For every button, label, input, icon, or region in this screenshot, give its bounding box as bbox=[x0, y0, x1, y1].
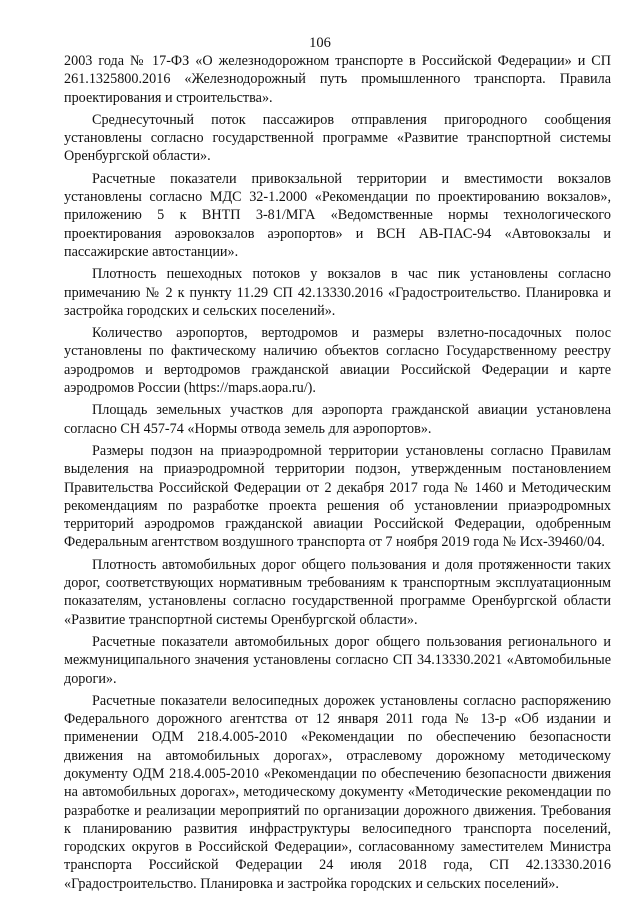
paragraph-railway-law: 2003 года № 17-ФЗ «О железнодорожном транспорте в Российской Федерации» и СП 261.1325800.2016 «Железнодорожный путь промышленного транспорта. Правила проектирования и строительства». bbox=[64, 53, 611, 106]
paragraph-regional-roads: Расчетные показатели автомобильных дорог общего пользования регионального и межмуниципального значения установлены согласно СП 34.13330.2021 «Автомобильные дороги». bbox=[64, 633, 611, 687]
paragraph-airports-count: Количество аэропортов, вертодромов и размеры взлетно-посадочных полос установлены по фактическому наличию объектов согласно Государственному реестру аэродромов и вертодромов гражданской авиации Российской Федерации и карте аэродромов России (https://maps.aopa.ru/). bbox=[64, 325, 611, 397]
paragraph-station-territory: Расчетные показатели привокзальной территории и вместимости вокзалов установлены согласно МДС 32-1.2000 «Рекомендации по проектированию вокзалов», приложению 5 к ВНТП 3-81/МГА «Ведомственные нормы технологического проектирования аэровокзалов аэропортов» и ВСН АВ-ПАС-94 «Автовокзалы и пассажирские автостанции». bbox=[64, 170, 611, 260]
paragraph-suburban-passengers: Среднесуточный поток пассажиров отправления пригородного сообщения установлены согласно государственной программе «Развитие транспортной системы Оренбургской области». bbox=[64, 111, 611, 165]
page-number: 106 bbox=[309, 35, 331, 51]
paragraph-aerodrome-subzones: Размеры подзон на приаэродромной территории установлены согласно Правилам выделения на приаэродромной территории подзон, утвержденным постановлением Правительства Российской Федерации от 2 декабря 2017 года № 1460 и Методическим рекомендациям по разработке проекта решения об установлении приаэродромных территорий аэродромов гражданской авиации Российской Федерации, одобренным Федеральным агентством воздушного транспорта от 7 ноября 2019 года № Исх-39460/04. bbox=[64, 442, 611, 551]
paragraph-pedestrian-flows: Плотность пешеходных потоков у вокзалов в час пик установлены согласно примечанию № 2 к пункту 11.29 СП 42.13330.2016 «Градостроительство. Планировка и застройка городских и сельских поселений». bbox=[64, 266, 611, 319]
paragraph-road-density: Плотность автомобильных дорог общего пользования и доля протяженности таких дорог, соответствующих нормативным требованиям к транспортным эксплуатационным показателям, установлены согласно государственной программе Оренбургской области «Развитие транспортной системы Оренбургской области». bbox=[64, 556, 611, 628]
paragraph-bicycle-paths: Расчетные показатели велосипедных дорожек установлены согласно распоряжению Федерального дорожного агентства от 12 января 2011 года № 13-р «Об издании и применении ОДМ 218.4.005-2010 «Рекомендации по обеспечению безопасности движения на автомобильных дорогах», отраслевому дорожному методическому документу ОДМ 218.4.005-2010 «Рекомендации по обеспечению безопасности движения на автомобильных дорогах», методическому документу «Методические рекомендации по разработке и реализации мероприятий по организации дорожного движения. Требования к планированию развития инфраструктуры велосипедного транспорта поселений, городских округов в Российской Федерации», согласованному заместителем Министра транспорта Российской Федерации 24 июля 2018 года, СП 42.13330.2016 «Градостроительство. Планировка и застройка городских и сельских поселений». bbox=[64, 692, 611, 892]
document-body bbox=[64, 52, 611, 897]
paragraph-airport-land-area: Площадь земельных участков для аэропорта гражданской авиации установлена согласно СН 457-74 «Нормы отвода земель для аэропортов». bbox=[64, 402, 611, 437]
